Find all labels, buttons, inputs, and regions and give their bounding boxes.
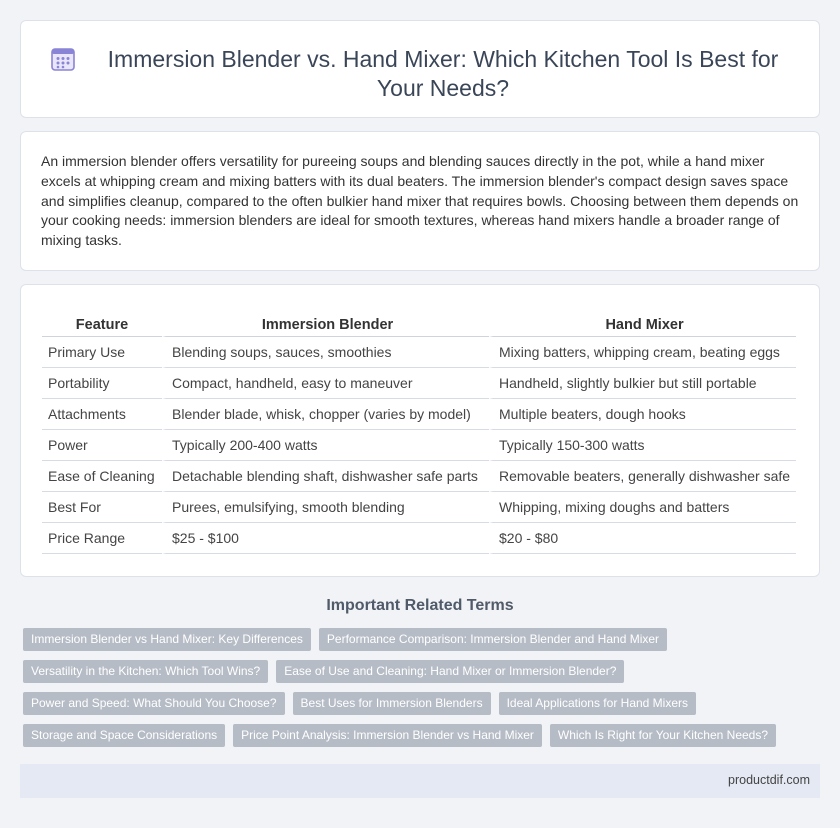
immersion-blender-cell: Purees, emulsifying, smooth blending [162,492,489,523]
hand-mixer-cell: Typically 150-300 watts [489,430,796,461]
table-header-row [42,313,796,337]
comparison-table [42,313,796,554]
immersion-blender-cell: Compact, handheld, easy to maneuver [162,368,489,399]
table-row [42,368,796,399]
related-term-link[interactable]: Which Is Right for Your Kitchen Needs? [550,724,776,747]
table-row [42,399,796,430]
hand-mixer-cell: Removable beaters, generally dishwasher safe [489,461,796,492]
related-term-link[interactable]: Versatility in the Kitchen: Which Tool Wins? [23,660,268,683]
immersion-blender-cell: Detachable blending shaft, dishwasher safe parts [162,461,489,492]
tag-row [23,660,823,683]
related-term-link[interactable]: Ideal Applications for Hand Mixers [499,692,696,715]
hand-mixer-cell: Whipping, mixing doughs and batters [489,492,796,523]
feature-cell: Price Range [42,523,162,554]
table-row [42,461,796,492]
column-header-hand-mixer: Hand Mixer [489,313,796,337]
feature-cell: Portability [42,368,162,399]
immersion-blender-cell: Typically 200-400 watts [162,430,489,461]
immersion-blender-cell: Blender blade, whisk, chopper (varies by model) [162,399,489,430]
related-term-link[interactable]: Best Uses for Immersion Blenders [293,692,491,715]
related-term-link[interactable]: Price Point Analysis: Immersion Blender vs Hand Mixer [233,724,542,747]
hand-mixer-cell: Multiple beaters, dough hooks [489,399,796,430]
page-title: Immersion Blender vs. Hand Mixer: Which Kitchen Tool Is Best for Your Needs? [107,46,779,101]
hand-mixer-cell: Handheld, slightly bulkier but still portable [489,368,796,399]
column-header-feature: Feature [42,313,162,337]
calendar-grid-icon [49,45,77,73]
related-terms-heading: Important Related Terms [326,597,514,614]
tag-row [23,628,823,651]
immersion-blender-cell: $25 - $100 [162,523,489,554]
feature-cell: Ease of Cleaning [42,461,162,492]
feature-cell: Primary Use [42,337,162,368]
related-term-link[interactable]: Performance Comparison: Immersion Blender and Hand Mixer [319,628,667,651]
feature-cell: Attachments [42,399,162,430]
related-term-link[interactable]: Power and Speed: What Should You Choose? [23,692,285,715]
hand-mixer-cell: $20 - $80 [489,523,796,554]
hand-mixer-cell: Mixing batters, whipping cream, beating eggs [489,337,796,368]
feature-cell: Best For [42,492,162,523]
table-row [42,492,796,523]
table-row [42,337,796,368]
related-term-link[interactable]: Immersion Blender vs Hand Mixer: Key Differences [23,628,311,651]
related-term-link[interactable]: Storage and Space Considerations [23,724,225,747]
site-name[interactable]: productdif.com [728,773,810,787]
tag-row [23,724,823,747]
intro-paragraph: An immersion blender offers versatility for pureeing soups and blending sauces directly in the pot, while a hand mixer excels at whipping cream and mixing batters with its dual beaters. The immersion blender's compact design saves space and simplifies cleanup, compared to the often bulkier hand mixer that requires bowls. Choosing between them depends on your cooking needs: immersion blenders are ideal for smooth textures, whereas hand mixers handle a broader range of mixing tasks. [41,153,799,249]
related-term-link[interactable]: Ease of Use and Cleaning: Hand Mixer or Immersion Blender? [276,660,624,683]
tag-row [23,692,823,715]
table-row [42,430,796,461]
intro-card [20,131,820,271]
table-row [42,523,796,554]
feature-cell: Power [42,430,162,461]
footer [20,764,820,798]
comparison-card [20,284,820,577]
immersion-blender-cell: Blending soups, sauces, smoothies [162,337,489,368]
title-card [20,20,820,118]
column-header-immersion-blender: Immersion Blender [162,313,489,337]
related-terms-list [23,628,823,756]
